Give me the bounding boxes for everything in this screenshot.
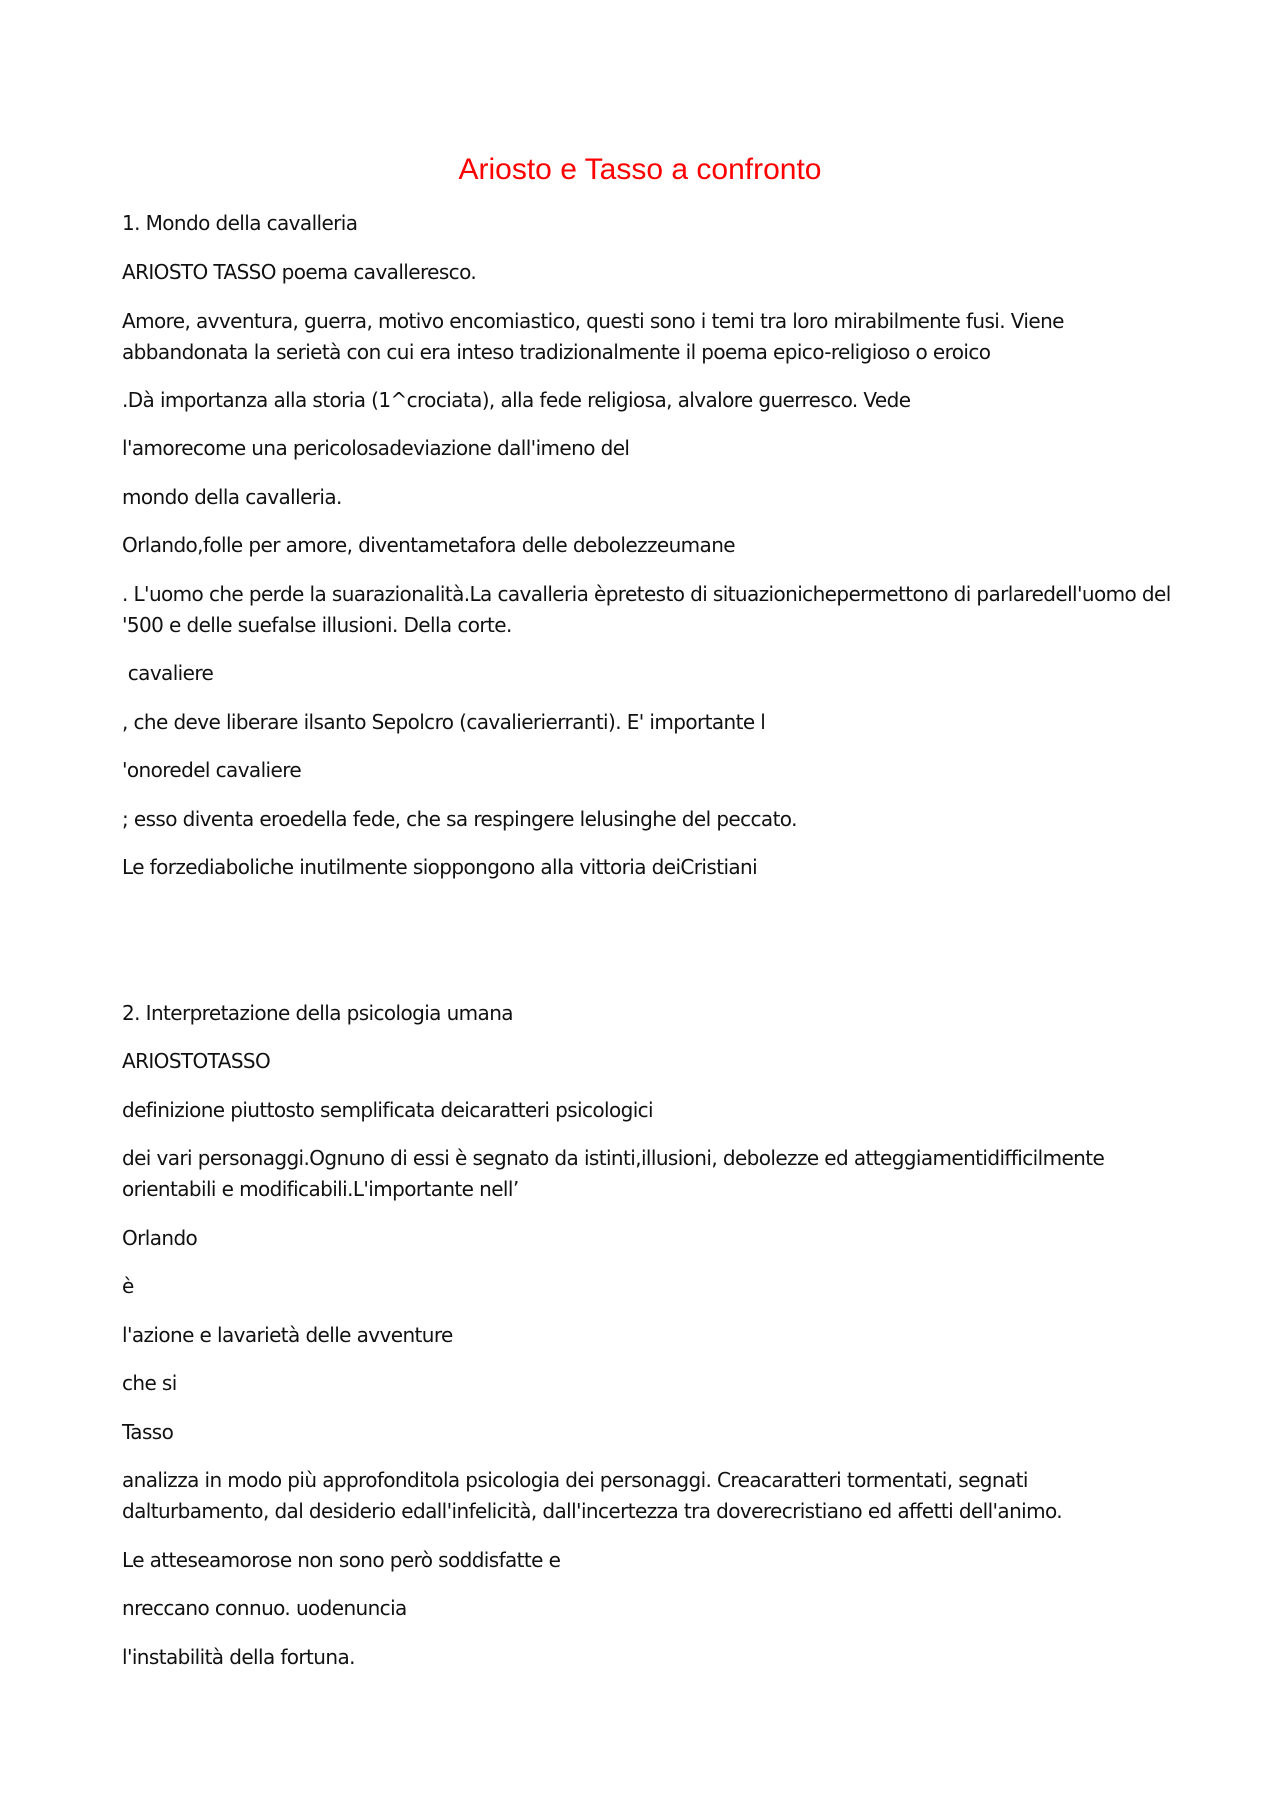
section-1-line-4: l'amorecome una pericolosadeviazione dall'imeno del: [122, 436, 630, 460]
section-1-line-5: mondo della cavalleria.: [122, 485, 342, 509]
section-2-line-3: dei vari personaggi.Ognuno di essi è segnato da istinti,illusioni, debolezze ed atteggiamentidifficilmente orientabili e modificabili.L'importante nell’: [122, 1146, 1110, 1201]
section-1-line-10: 'onoredel cavaliere: [122, 758, 302, 782]
document-title: Ariosto e Tasso a confronto: [458, 153, 822, 186]
section-2-line-1: ARIOSTOTASSO: [122, 1049, 271, 1073]
section-1-line-12: Le forzediaboliche inutilmente sioppongono alla vittoria deiCristiani: [122, 855, 758, 879]
section-2-line-5: è: [122, 1274, 134, 1298]
section-2-line-4: Orlando: [122, 1226, 198, 1250]
section-2-line-10: Le atteseamorose non sono però soddisfatte e: [122, 1548, 561, 1572]
section-2-line-11: nreccano connuo. uodenuncia: [122, 1596, 407, 1620]
section-2-line-12: l'instabilità della fortuna.: [122, 1645, 355, 1669]
section-2-line-7: che si: [122, 1371, 177, 1395]
section-1-line-1: ARIOSTO TASSO poema cavalleresco.: [122, 260, 477, 284]
section-1-line-11: ; esso diventa eroedella fede, che sa respingere lelusinghe del peccato.: [122, 807, 797, 831]
section-1-heading: 1. Mondo della cavalleria: [122, 211, 358, 235]
section-2-line-6: l'azione e lavarietà delle avventure: [122, 1323, 453, 1347]
section-2-line-8: Tasso: [122, 1420, 174, 1444]
section-1-line-3: .Dà importanza alla storia (1^crociata), alla fede religiosa, alvalore guerresco. Vede: [122, 388, 911, 412]
section-2-line-9: analizza in modo più approfonditola psicologia dei personaggi. Creacaratteri tormentati, segnati dalturbamento, dal desiderio edall'infelicità, dall'incertezza tra doverecristiano ed affetti dell'animo.: [122, 1468, 1063, 1523]
section-1-line-9: , che deve liberare ilsanto Sepolcro (cavalierierranti). E' importante l: [122, 710, 766, 734]
section-1-line-8: cavaliere: [122, 661, 214, 685]
section-2-heading: 2. Interpretazione della psicologia umana: [122, 1001, 513, 1025]
section-1-line-2: Amore, avventura, guerra, motivo encomiastico, questi sono i temi tra loro mirabilmente fusi. Viene abbandonata la serietà con cui era inteso tradizionalmente il poema epico-religioso o eroico: [122, 309, 1070, 364]
section-1-line-6: Orlando,folle per amore, diventametafora delle debolezzeumane: [122, 533, 735, 557]
section-1-line-7: . L'uomo che perde la suarazionalità.La cavalleria èpretesto di situazionichepermettono di parlaredell'uomo del '500 e delle suefalse illusioni. Della corte.: [122, 582, 1177, 637]
section-2-line-2: definizione piuttosto semplificata deicaratteri psicologici: [122, 1098, 653, 1122]
